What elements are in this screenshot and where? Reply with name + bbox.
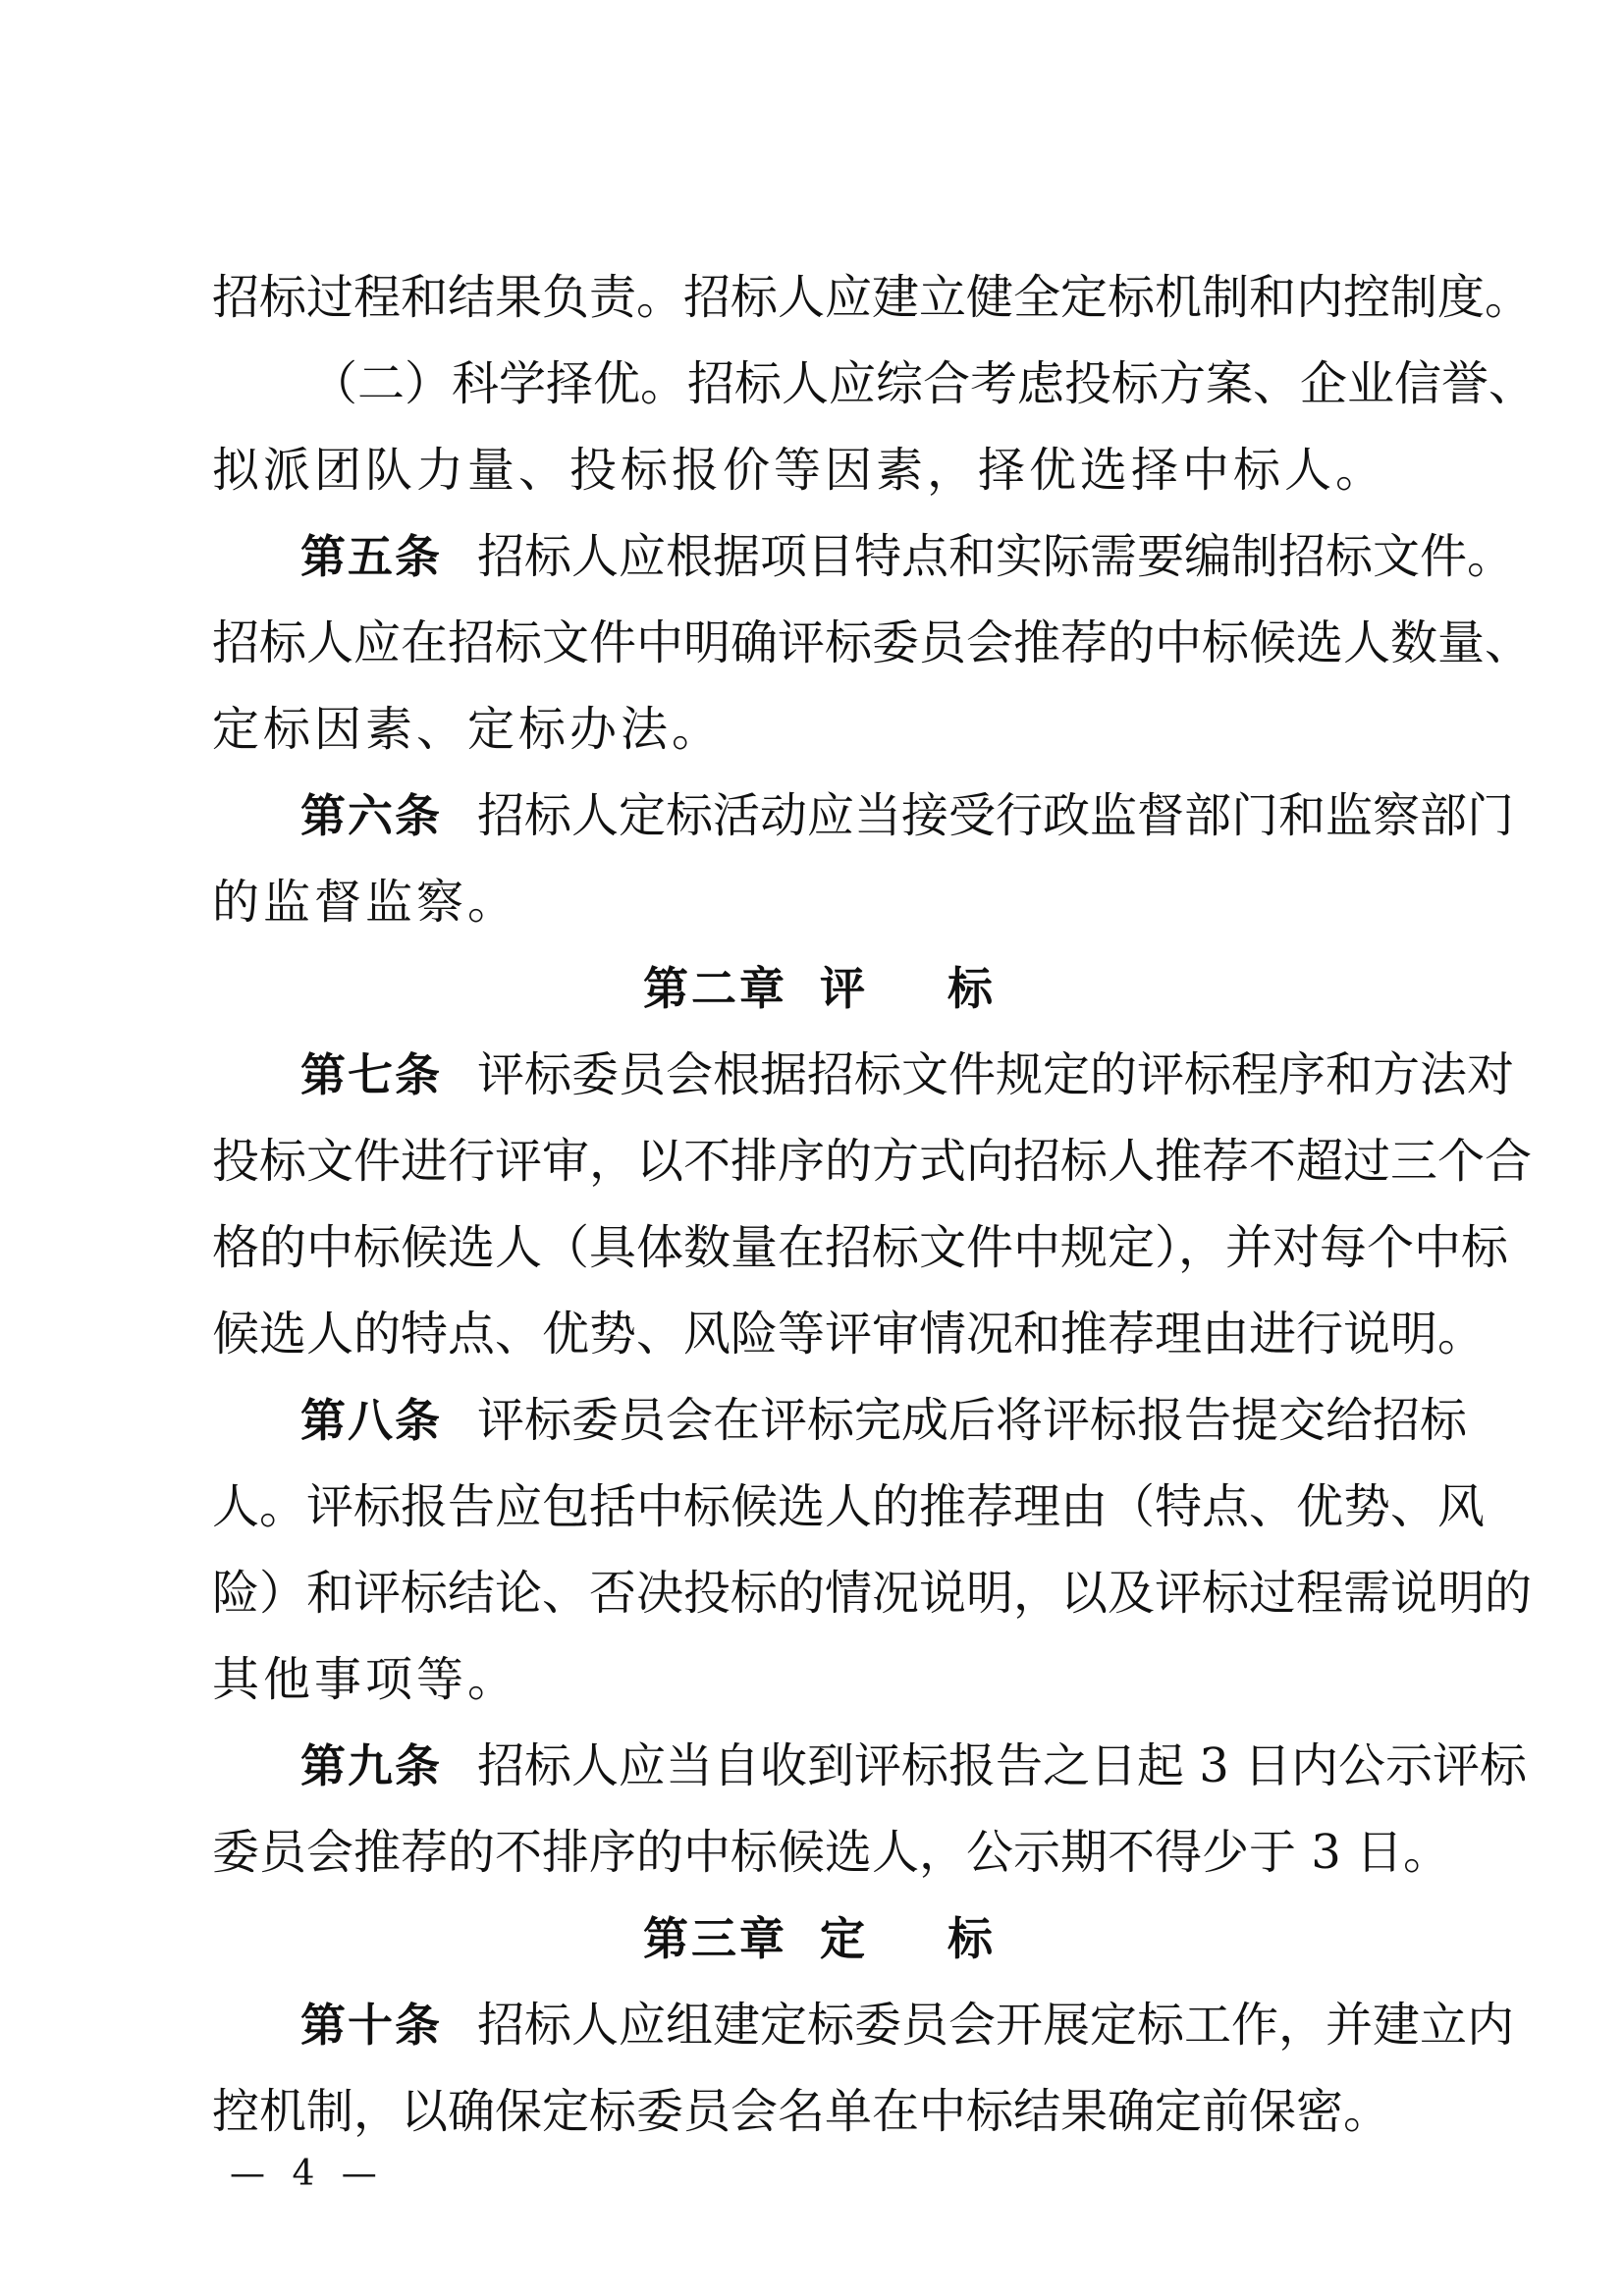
page-number: — 4 — — [230, 2154, 385, 2194]
chapter-number: 第三章 — [643, 1912, 787, 1965]
body-text: 评标委员会在评标完成后将评标报告提交给招标 — [477, 1393, 1468, 1448]
paragraph-line — [0, 695, 1624, 764]
chapter-heading — [0, 1904, 1624, 1973]
chapter-number: 第二章 — [643, 962, 787, 1015]
article-6 — [0, 781, 1624, 850]
body-text: 招标人定标活动应当接受行政监督部门和监察部门 — [477, 788, 1515, 843]
paragraph-line — [0, 436, 1624, 505]
body-text: 评标委员会根据招标文件规定的评标程序和方法对 — [477, 1047, 1515, 1102]
chapter-name — [820, 1904, 993, 1973]
paragraph-line — [0, 1300, 1624, 1368]
chapter-name-char: 标 — [947, 1912, 993, 1965]
chapter-name — [820, 954, 993, 1023]
paragraph-line — [0, 2077, 1624, 2146]
paragraph-line — [0, 609, 1624, 677]
paragraph-line — [0, 1127, 1624, 1196]
body-text: 招标人应当自收到评标报告之日起 3 日内公示评标 — [477, 1738, 1528, 1793]
article-8 — [0, 1386, 1624, 1455]
body-text: 的监督监察。 — [212, 875, 519, 930]
body-text: 招标人应根据项目特点和实际需要编制招标文件。 — [477, 529, 1515, 584]
paragraph-line — [0, 1559, 1624, 1628]
chapter-heading — [0, 954, 1624, 1023]
chapter-name-char: 评 — [820, 962, 865, 1015]
article-9 — [0, 1732, 1624, 1800]
paragraph-line — [0, 1645, 1624, 1714]
paragraph-line — [0, 868, 1624, 936]
body-text: 委员会推荐的不排序的中标候选人，公示期不得少于 3 日。 — [212, 1825, 1451, 1880]
article-title: 第五条 — [300, 530, 442, 583]
body-text: 候选人的特点、优势、风险等评审情况和推荐理由进行说明。 — [212, 1307, 1486, 1362]
body-text: 招标人应组建定标委员会开展定标工作，并建立内 — [477, 1998, 1515, 2053]
body-text: 格的中标候选人（具体数量在招标文件中规定），并对每个中标 — [212, 1220, 1509, 1275]
body-text: （二）科学择优。招标人应综合考虑投标方案、企业信誉、 — [310, 356, 1537, 411]
article-title: 第七条 — [300, 1048, 442, 1101]
article-title: 第六条 — [300, 789, 442, 842]
body-text: 定标因素、定标办法。 — [212, 702, 724, 757]
paragraph-line — [0, 1213, 1624, 1282]
article-title: 第九条 — [300, 1739, 442, 1792]
article-10 — [0, 1991, 1624, 2059]
article-7 — [0, 1041, 1624, 1109]
paragraph-line — [0, 1472, 1624, 1541]
body-text: 拟派团队力量、投标报价等因素，择优选择中标人。 — [212, 443, 1387, 498]
body-text: 其他事项等。 — [212, 1652, 519, 1707]
paragraph-line — [0, 1818, 1624, 1887]
body-text: 投标文件进行评审，以不排序的方式向招标人推荐不超过三个合 — [212, 1134, 1533, 1189]
body-text: 控机制，以确保定标委员会名单在中标结果确定前保密。 — [212, 2084, 1391, 2139]
body-text: 招标过程和结果负责。招标人应建立健全定标机制和内控制度。 — [212, 270, 1533, 325]
article-title: 第十条 — [300, 1999, 442, 2052]
article-5 — [0, 522, 1624, 591]
body-text: 人。评标报告应包括中标候选人的推荐理由（特点、优势、风 — [212, 1479, 1486, 1534]
article-title: 第八条 — [300, 1394, 442, 1447]
paragraph-line — [0, 349, 1624, 418]
body-text: 招标人应在招标文件中明确评标委员会推荐的中标候选人数量、 — [212, 615, 1533, 670]
chapter-name-char: 标 — [947, 962, 993, 1015]
paragraph-line — [0, 263, 1624, 332]
chapter-name-char: 定 — [820, 1912, 865, 1965]
body-text: 险）和评标结论、否决投标的情况说明，以及评标过程需说明的 — [212, 1566, 1533, 1621]
